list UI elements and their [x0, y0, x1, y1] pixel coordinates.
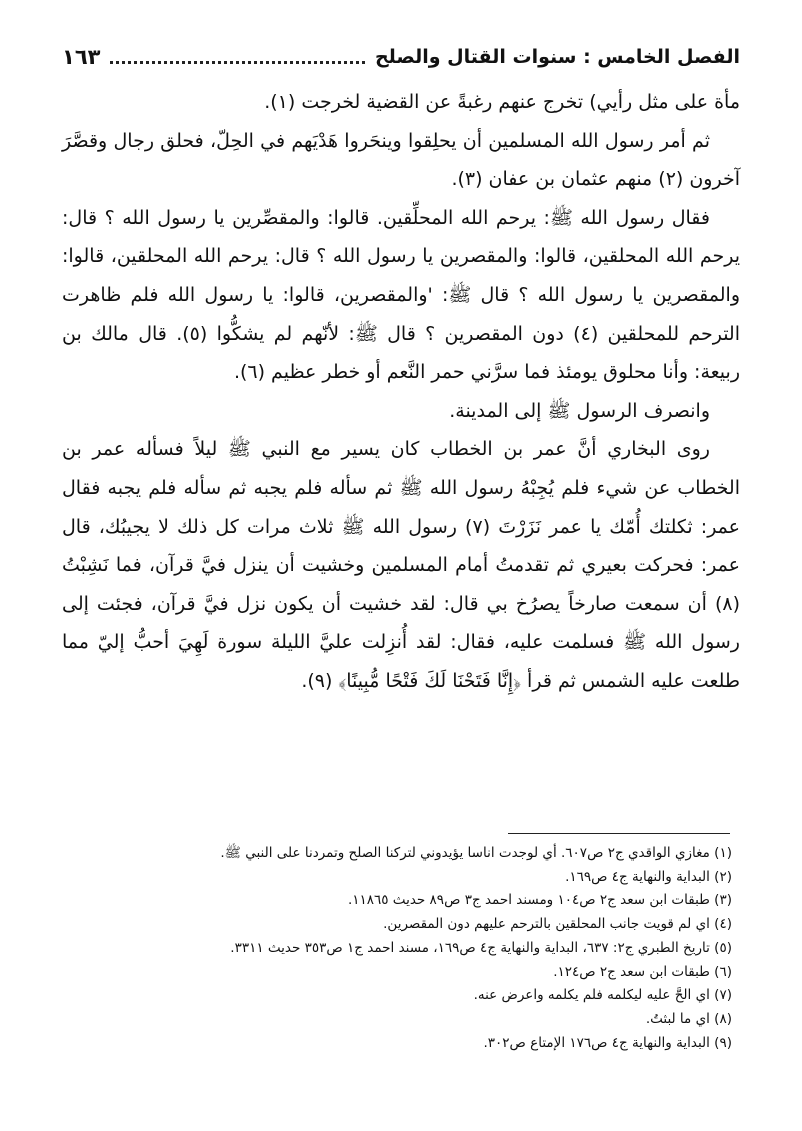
- page-number: ١٦٣: [62, 45, 101, 69]
- footnote-2: (٢) البداية والنهاية ج٤ ص١٦٩.: [565, 868, 732, 885]
- footnote-1: (١) مغازي الواقدي ج٢ ص٦٠٧. أي لوجدت اناسا يؤيدوني لتركنا الصلح وتمردنا على النبي ﷺ.: [220, 845, 732, 861]
- paragraph-1: مأة على مثل رأيي) تخرج عنهم رغبةً عن القضية لخرجت (١).: [264, 91, 740, 113]
- leader-dots: [110, 59, 364, 64]
- paragraph-4: وانصرف الرسول ﷺ إلى المدينة.: [449, 399, 710, 422]
- footnote-7: (٧) اي الحَّ عليه ليكلمه فلم يكلمه واعرض عنه.: [473, 987, 732, 1004]
- footnote-separator: [508, 833, 730, 834]
- running-header: [62, 40, 740, 74]
- paragraph-3: فقال رسول الله ﷺ: يرحم الله المحلِّقين. قالوا: والمقصِّرين يا رسول الله ؟ قال: يرحم الله المحلقين، قالوا: والمقصرين يا رسول الله ؟ قال: يرحم الله المحلقين، قالوا: والمقصرين يا رسول الله ؟ قال ﷺ: 'والمقصرين، قالوا: يا رسول الله فلم ظاهرت الترحم للمحلقين (٤) دون المقصرين ؟ قال ﷺ: لأنّهم لم يشكُّوا (٥). قال مالك بن ربيعة: وأنا محلوق يومئذ فما سرَّني حمر النَّعم أو خطر عظيم (٦).: [62, 206, 740, 384]
- main-text: [62, 83, 740, 701]
- footnotes: [62, 842, 732, 1055]
- chapter-title: الفصل الخامس : سنوات القتال والصلح: [374, 46, 740, 68]
- footnote-8: (٨) اي ما لبثتُ.: [645, 1010, 732, 1027]
- footnote-3: (٣) طبقات ابن سعد ج٢ ص١٠٤ ومسند احمد ج٣ ص٨٩ حديث ١١٨٦٥.: [347, 892, 732, 909]
- footnote-4: (٤) اي لم قويت جانب المحلقين بالترحم عليهم دون المقصرين.: [383, 916, 732, 933]
- footnote-6: (٦) طبقات ابن سعد ج٢ ص١٢٤.: [553, 963, 732, 980]
- paragraph-2: ثم أمر رسول الله المسلمين أن يحلِقوا وينحَروا هَدْيَهم في الحِلّ، فحلق رجال وقصَّرَ آخرون (٢) منهم عثمان بن عفان (٣).: [62, 129, 740, 191]
- paragraph-5: روى البخاري أنَّ عمر بن الخطاب كان يسير مع النبي ﷺ ليلاً فسأله عمر بن الخطاب عن شيء فلم يُجِبْهُ رسول الله ﷺ ثم سأله فلم يجبه ثم سأله فلم يجبه فقال عمر: ثكلتك أُمّك يا عمر نَزَرْتَ (٧) رسول الله ﷺ ثلاث مرات كل ذلك لا يجيبُك، قال عمر: فحركت بعيري ثم تقدمتُ أمام المسلمين وخشيت أن ينزل فيَّ قرآن، فما نَشِبْتُ (٨) أن سمعت صارخاً يصرُخ بي قال: لقد خشيت أن يكون نزل فيَّ قرآن، فجئت إلى رسول الله ﷺ فسلمت عليه، فقال: لقد أُنزِلت عليَّ الليلة سورة لَهِيَ أحبُّ إليّ مما طلعت عليه الشمس ثم قرأ ﴿إِنَّا فَتَحْنَا لَكَ فَتْحًا مُّبِينًا﴾ (٩).: [62, 438, 741, 692]
- footnote-5: (٥) تاريخ الطبري ج٢: ٦٣٧، البداية والنهاية ج٤ ص١٦٩، مسند احمد ج١ ص٣٥٣ حديث ٣٣١١.: [230, 939, 732, 956]
- footnote-9: (٩) البداية والنهاية ج٤ ص١٧٦ الإمتاع ص٣٠٢.: [483, 1034, 732, 1051]
